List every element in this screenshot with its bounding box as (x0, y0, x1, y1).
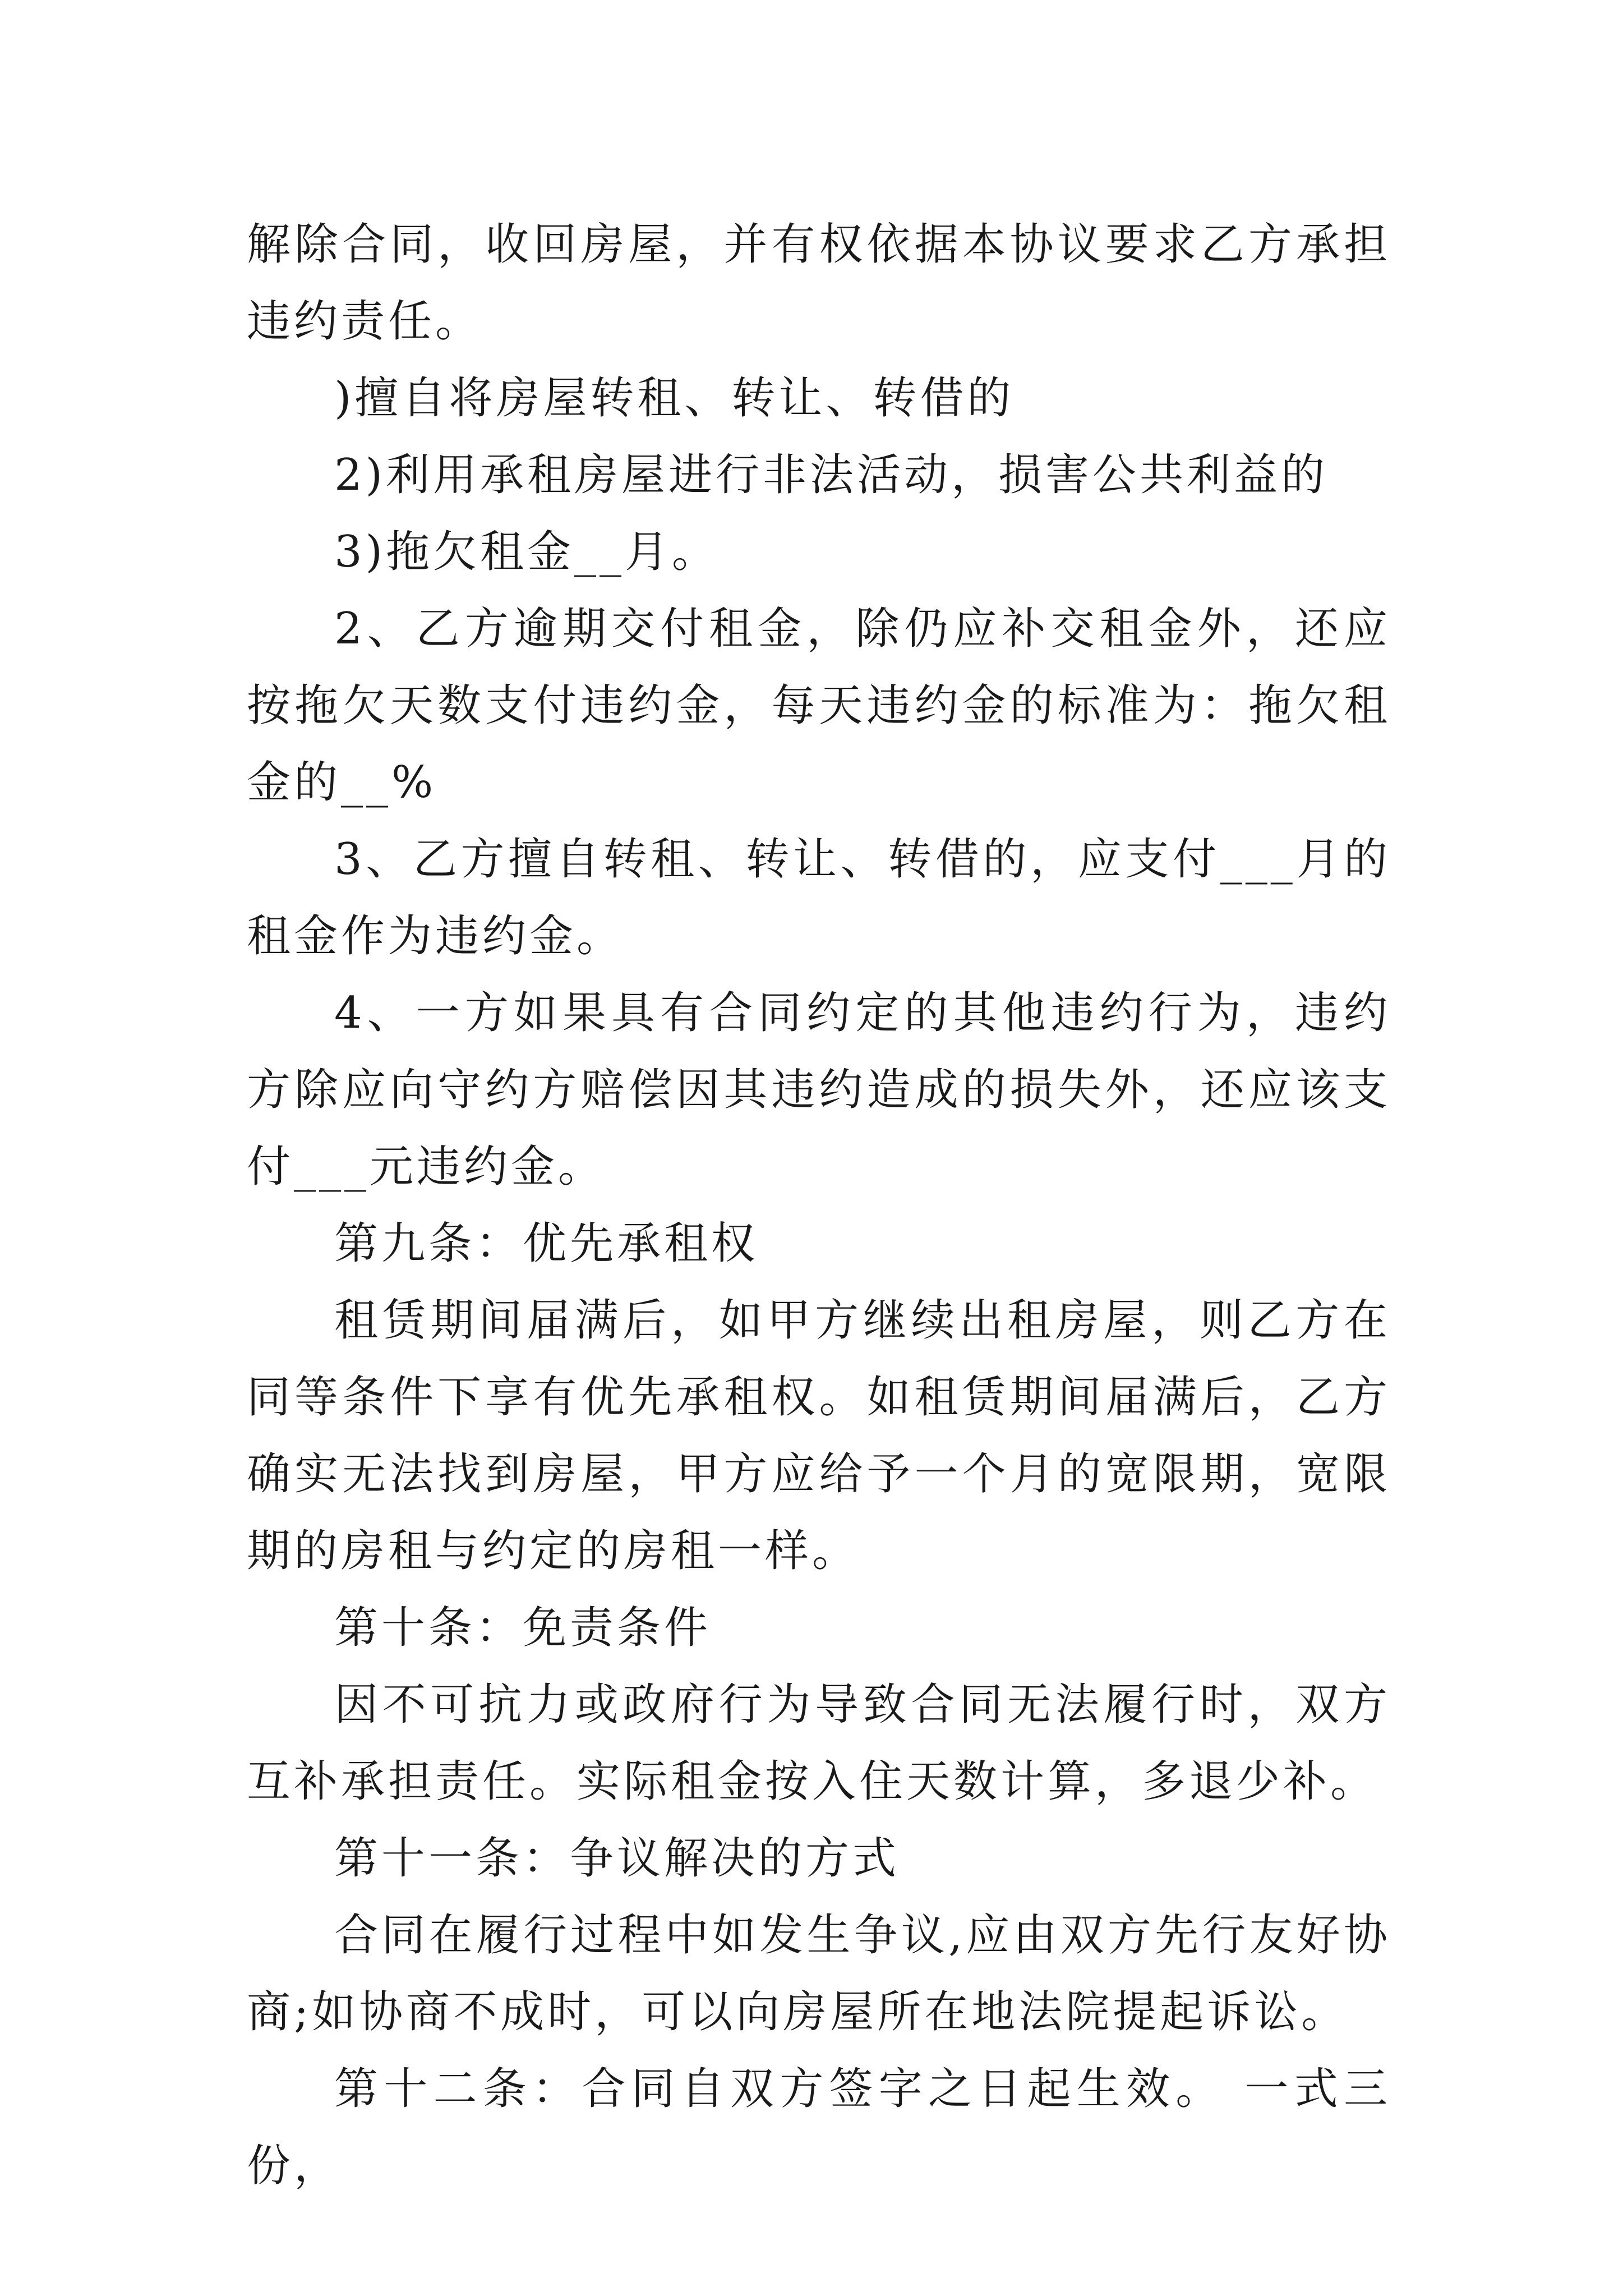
paragraph-other-breach: 4、一方如果具有合同约定的其他违约行为，违约方除应向守约方赔偿因其违约造成的损失外，还应该支付___元违约金。 (247, 988, 1391, 1192)
paragraph-article-12: 第十二条：合同自双方签字之日起生效。 一式三份， (247, 2064, 1391, 2191)
paragraph-termination: 解除合同，收回房屋，并有权依据本协议要求乙方承担违约责任。 (247, 219, 1391, 347)
paragraph-sublease-penalty: 3、乙方擅自转租、转让、转借的，应支付___月的租金作为违约金。 (247, 834, 1391, 961)
paragraph-rent-arrears-clause: 3)拖欠租金__月。 (334, 527, 720, 577)
paragraph-sublease-clause: )擅自将房屋转租、转让、转借的 (334, 373, 1015, 424)
paragraph-force-majeure: 因不可抗力或政府行为导致合同无法履行时，双方互补承担责任。实际租金按入住天数计算，多退少补。 (247, 1680, 1391, 1807)
paragraph-illegal-use-clause: 2)利用承租房屋进行非法活动，损害公共利益的 (334, 450, 1329, 500)
paragraph-dispute-resolution: 合同在履行过程中如发生争议,应由双方先行友好协商;如协商不成时，可以向房屋所在地法院提起诉讼。 (247, 1910, 1391, 2037)
document-body (247, 206, 1391, 2205)
heading-article-9: 第九条：优先承租权 (334, 1218, 759, 1269)
paragraph-priority-lease: 租赁期间届满后，如甲方继续出租房屋，则乙方在同等条件下享有优先承租权。如租赁期间届满后，乙方确实无法找到房屋，甲方应给予一个月的宽限期，宽限期的房租与约定的房租一样。 (247, 1295, 1391, 1576)
heading-article-11: 第十一条：争议解决的方式 (334, 1833, 900, 1884)
paragraph-late-payment: 2、乙方逾期交付租金，除仍应补交租金外，还应按拖欠天数支付违约金，每天违约金的标准为：拖欠租金的__% (247, 604, 1391, 808)
heading-article-10: 第十条：免责条件 (334, 1603, 712, 1653)
